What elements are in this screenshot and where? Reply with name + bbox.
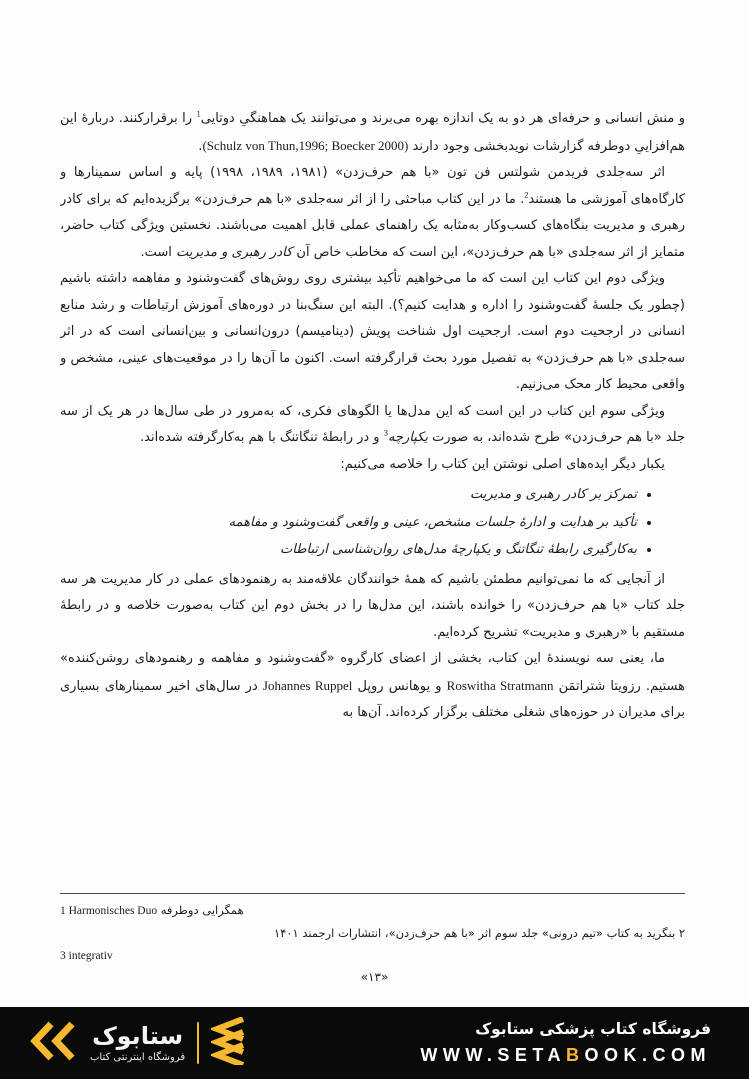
footnote: ۲ بنگرید به کتاب «تیم درونی» جلد سوم اثر «با هم حرف‌زدن»، انتشارات ارجمند ۱۴۰۱ xyxy=(273,926,685,940)
logo-divider xyxy=(197,1022,199,1064)
store-info xyxy=(420,1020,711,1066)
text-run: (Schulz von Thun,1996; Boecker 2000) xyxy=(202,137,409,153)
paragraph xyxy=(60,399,685,452)
text-run: ویژگی دوم این کتاب این است که ما می‌خواهیم تأکید بیشتری روی روش‌های گفت‌وشنود و مفاهمه داشته باشیم (چطور یک جلسهٔ گفت‌وشنود را اداره و هدایت کنیم؟). البته این سنگ‌بنا در دوره‌های آموزش ارتباطات و رشد منابع انسانی در ارجحیت دوم است. ارجحیت اول شناخت پویش (دینامیسم) درون‌انسانی و بین‌انسانی است که در اثر سه‌جلدی «با هم حرف‌زدن» به تفصیل مورد بحث قرارگرفته است. اکنون ما آن‌ها را در موقعیت‌های عینی، مشخص و واقعی محیط کار محک می‌زنیم. xyxy=(60,271,685,392)
website-url[interactable] xyxy=(420,1045,711,1066)
key-ideas-list xyxy=(60,481,655,564)
text-run: Johannes Ruppel xyxy=(262,677,353,693)
text-run: 1 Harmonisches Duo xyxy=(60,905,158,917)
paragraph xyxy=(60,646,685,727)
text-run: اثر سه‌جلدی فریدمن شولتس فن تون «با هم حرف‌زدن» (۱۹۸۱، ۱۹۸۹، ۱۹۹۸) پایه و اساس سمینارها و کارگاه‌های آموزشی ما هستند xyxy=(60,165,685,207)
text-run: Roswitha Stratmann xyxy=(446,677,554,693)
text-run: کادر رهبری و مدیریت xyxy=(176,244,293,260)
paragraph xyxy=(60,266,685,399)
text-run: 3 integrativ xyxy=(60,950,113,962)
double-chevron-left-icon xyxy=(30,1021,78,1065)
text-run: را برقرارکنند. دربارهٔ این هم‌افزاییِ دوطرفه گزارشات نویدبخشی وجود دارند xyxy=(60,111,685,154)
bullet-item: • تمرکز بر کادر رهبری و مدیریت xyxy=(60,481,637,509)
summary-intro: یکبار دیگر ایده‌های اصلی نوشتن این کتاب را خلاصه می‌کنیم: xyxy=(340,456,665,472)
text-run: از آنجایی که ما نمی‌توانیم مطمئن باشیم که همهٔ خوانندگان علاقه‌مند به رهنمودهای عملی در کار مدیریت هر سه جلد کتاب «با هم حرف‌زدن» را خوانده باشند، این مدل‌ها را در بخش دوم این کتاب به‌صورت خلاصه و در رابطهٔ مستقیم با «رهبری و مدیریت» تشریح کرده‌ایم. xyxy=(60,571,685,640)
footnote xyxy=(60,944,685,967)
bullet-item: • تأکید بر هدایت و ادارهٔ جلسات مشخص، عینی و واقعی گفت‌وشنود و مفاهمه xyxy=(60,509,637,537)
footnotes xyxy=(60,899,685,967)
url-segment: OOK.COM xyxy=(584,1045,711,1065)
text-run: 2 xyxy=(524,189,529,200)
logo-wordmark-block xyxy=(90,1023,185,1063)
text-run: یکپارچه xyxy=(387,430,428,445)
text-run: ویژگی سوم این کتاب در این است که این مدل‌ها یا الگوهای فکری، که به‌مرور در طی سال‌ها در هر یک از سه جلد «با هم حرف‌زدن» طرح شده‌اند، به صورت xyxy=(60,403,685,445)
text-run: ما، یعنی سه نویسندهٔ این کتاب، بخشی از اعضای کارگروه «گفت‌وشنود و مفاهمه و رهنمودهای روشن‌کننده» هستیم. رزویتا شتراتمَن xyxy=(60,651,685,694)
text-run: 3 xyxy=(383,427,388,438)
bullet-item: • به‌کارگیری رابطهٔ تنگاتنگ و یکپارچهٔ مدل‌های روان‌شناسی ارتباطات xyxy=(60,536,637,564)
page-number: «۱۳» xyxy=(360,970,389,984)
text-run: و یوهانس روپل xyxy=(352,678,447,694)
logo-tagline: فروشگاه اینترنتی کتاب xyxy=(90,1052,186,1063)
text-run: و منش انسانی و حرفه‌ای هر دو به یک اندازه بهره می‌برند و می‌توانند یک هماهنگیِ دوتایی xyxy=(200,111,685,126)
paragraph xyxy=(60,567,685,647)
text-run: . xyxy=(198,138,203,154)
footnote xyxy=(60,899,685,922)
url-segment: WWW.SETA xyxy=(420,1045,566,1065)
logo-wordmark: ستابوک xyxy=(92,1022,184,1050)
footnote-divider xyxy=(60,893,685,894)
stacked-chevrons-logo-icon xyxy=(211,1017,247,1069)
url-accent-letter: B xyxy=(566,1045,585,1065)
text-run: . ما در این کتاب مباحثی را از اثر سه‌جلدی «با هم حرف‌زدن» برگزیده‌ایم که برای کادر رهبری و مدیریت بنگاه‌های کسب‌وکار به‌مثابه یک راهنمای عملی قابل اهمیت می‌باشند. نخستین ویژگی کتاب حاضر، متمایز از اثر سه‌جلدی «با هم حرف‌زدن»، این است که مخاطب خاص آن xyxy=(60,191,685,260)
text-run: در سال‌های اخیر سمینارهای بسیاری برای مدیران در حوزه‌های شغلی مختلف برگزار کرده‌اند. آن‌ها به xyxy=(60,678,685,720)
store-title: فروشگاه کتاب پزشکی ستابوک xyxy=(475,1020,711,1038)
page-body-text xyxy=(60,106,685,727)
paragraph xyxy=(60,160,685,266)
setabook-logo[interactable] xyxy=(30,1017,247,1069)
text-run: است. xyxy=(140,244,177,260)
paragraph xyxy=(60,106,685,160)
text-run: و در رابطهٔ تنگاتنگ با هم به‌کارگرفته شده‌اند. xyxy=(140,430,384,445)
text-run: 1 xyxy=(196,108,201,119)
footer-banner xyxy=(0,1007,749,1079)
text-run: همگرایی دوطرفه xyxy=(157,903,244,917)
